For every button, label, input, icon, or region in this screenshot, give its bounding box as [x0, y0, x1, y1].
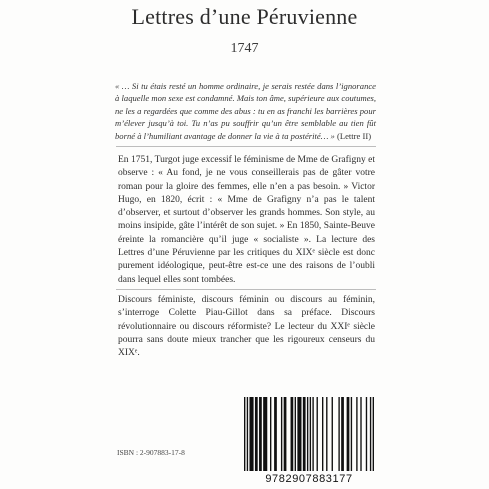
book-title: Lettres d’une Péruvienne [131, 4, 358, 29]
isbn-text: ISBN : 2-907883-17-8 [117, 448, 185, 457]
publication-year: 1747 [230, 41, 259, 56]
quote-reference: (Lettre II) [336, 130, 372, 141]
critique-paragraph: En 1751, Turgot juge excessif le féminisme de Mme de Grafigny et observe : « Au fond, je ne vous conseillerais pas de gâter votre roman pour la gloire des femmes, elle n’en a pas besoin. » Victor Hugo, en 1820, écrit : « Mme de Grafigny n’a pas le talent d’observer, et surtout d’observer les grands hommes. Son style, au moins insipide, gâte l’intérêt de son sujet. » En 1850, Sainte-Beuve éreinte la romancière qu’il juge « socialiste ». La lecture des Lettres d’une Péruvienne par les critiques du XIXᵉ siècle est donc purement idéologique, peut-être est-ce une des raisons de l’oubli dans lequel elles sont tombées. [118, 155, 375, 285]
barcode-bars [240, 395, 378, 473]
barcode-number: 9782907883177 [265, 473, 353, 485]
barcode [240, 395, 378, 487]
epigraph-quote [115, 80, 376, 142]
quote-text: « … Si tu étais resté un homme ordinaire, je serais restée dans l’ignorance à laquelle mon sexe est condamné. Mais ton âme, supérieure aux coutumes, ne les a regardées que comme des abus : tu en as franchi les barrières pour m’élever jusqu’à toi. Tu n’as pu souffrir qu’un être semblable au tien fût borné à l’humiliant avantage de donner la vie à ta postérité… » [115, 81, 376, 141]
divider-top [116, 146, 376, 147]
divider-middle [116, 289, 376, 290]
preface-paragraph: Discours féministe, discours féminin ou discours au féminin, s’interroge Colette Piau-Gillot dans sa préface. Discours révolutionnaire ou discours réformiste? Le lecteur du XXIᵉ siècle pourra sans doute mieux trancher que les rigoureux censeurs du XIXᵉ. [118, 295, 375, 359]
